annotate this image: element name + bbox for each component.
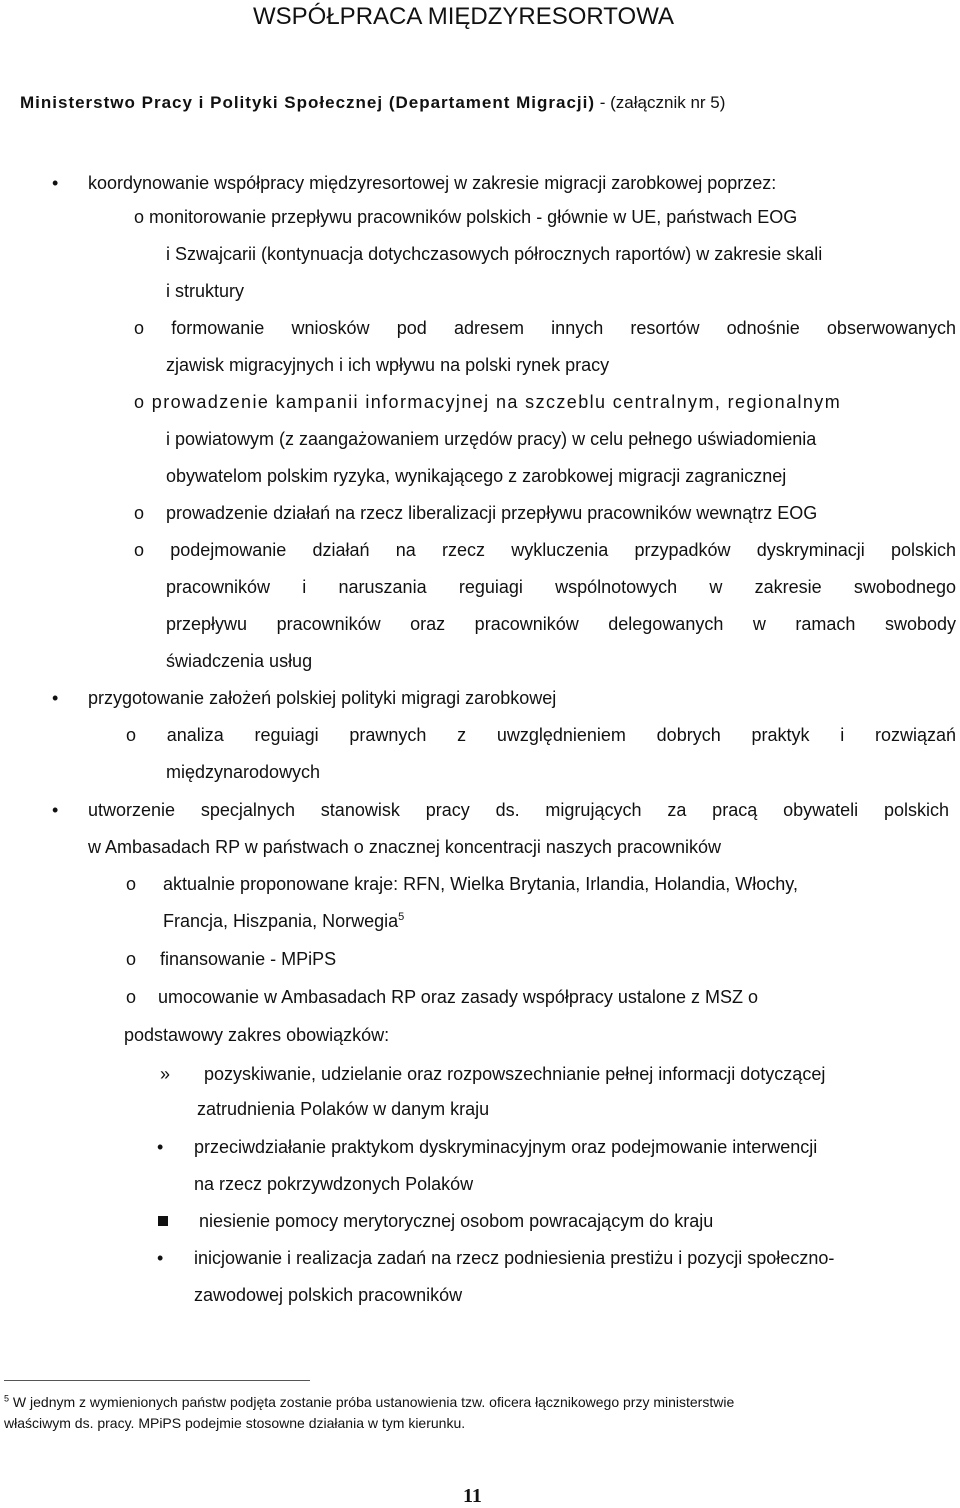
bullet-dot: • [52, 173, 59, 193]
duty-marker-arrow: » [160, 1064, 171, 1084]
item-monitoring-line2: i Szwajcarii (kontynuacja dotychczasowych półrocznych raportów) w zakresie skali [166, 244, 823, 264]
bullet-positions-line2: w Ambasadach RP w państwach o znacznej koncentracji naszych pracowników [88, 837, 721, 857]
footnote-text-1: W jednym z wymienionych państw podjęta zostanie próba ustanowienia tzw. oficera łącznikowego przy ministerstwie [12, 1394, 735, 1410]
item-monitoring-line3: i struktury [166, 281, 245, 301]
duty-assistance: niesienie pomocy merytorycznej osobom powracającym do kraju [199, 1211, 714, 1231]
item-monitoring-line1: o monitorowanie przepływu pracowników polskich - głównie w UE, państwach EOG [134, 207, 798, 227]
item-analysis-line1: o analiza reguiagi prawnych z uwzględnieniem dobrych praktyk i rozwiązań [126, 725, 956, 745]
page-title: WSPÓŁPRACA MIĘDZYRESORTOWA [253, 3, 674, 30]
bullet-dot: • [52, 800, 59, 820]
duty-prestige-line1: inicjowanie i realizacja zadań na rzecz podniesienia prestiżu i pozycji społeczno- [194, 1248, 835, 1268]
item-countries-line2 [163, 910, 404, 932]
subtitle-annex: - (załącznik nr 5) [595, 93, 726, 112]
item-liberalization-marker: o [134, 503, 145, 523]
item-countries-line1: aktualnie proponowane kraje: RFN, Wielka Brytania, Irlandia, Holandia, Włochy, [163, 874, 798, 894]
duty-intervention-line1: przeciwdziałanie praktykom dyskryminacyjnym oraz podejmowanie interwencji [194, 1137, 818, 1157]
item-discrimination-line3: przepływu pracowników oraz pracowników delegowanych w ramach swobody [166, 614, 956, 634]
bullet-coordination: koordynowanie współpracy międzyresortowej w zakresie migracji zarobkowej poprzez: [88, 173, 777, 193]
item-analysis-line2: międzynarodowych [166, 762, 321, 782]
item-discrimination-line2: pracowników i naruszania reguiagi wspólnotowych w zakresie swobodnego [166, 577, 956, 597]
duty-square-bullet [158, 1216, 168, 1226]
scope-label: podstawowy zakres obowiązków: [124, 1025, 390, 1045]
bullet-positions-line1: utworzenie specjalnych stanowisk pracy ds. migrujących za pracą obywateli polskich [88, 800, 949, 820]
item-liberalization: prowadzenie działań na rzecz liberalizacji przepływu pracowników wewnątrz EOG [166, 503, 818, 523]
item-campaign-line2: i powiatowym (z zaangażowaniem urzędów pracy) w celu pełnego uświadomienia [166, 429, 817, 449]
footnote-line1 [4, 1393, 734, 1411]
countries-text: Francja, Hiszpania, Norwegia [163, 911, 399, 931]
item-conclusions-line2: zjawisk migracyjnych i ich wpływu na polski rynek pracy [166, 355, 610, 375]
bullet-dot: • [52, 688, 59, 708]
item-discrimination-line1: o podejmowanie działań na rzecz wykluczenia przypadków dyskryminacji polskich [134, 540, 956, 560]
footnote-line2: właściwym ds. pracy. MPiPS podejmie stosowne działania w tym kierunku. [4, 1415, 466, 1431]
item-financing-marker: o [126, 949, 137, 969]
duty-bullet-dot: • [157, 1248, 164, 1268]
item-mandate: umocowanie w Ambasadach RP oraz zasady współpracy ustalone z MSZ o [158, 987, 758, 1007]
duty-prestige-line2: zawodowej polskich pracowników [194, 1285, 463, 1305]
footnote-rule [4, 1380, 310, 1381]
subtitle-ministry: Ministerstwo Pracy i Polityki Społecznej (Departament Migracji) [20, 93, 596, 112]
duty-information-line1: pozyskiwanie, udzielanie oraz rozpowszechnianie pełnej informacji dotyczącej [204, 1064, 826, 1084]
item-campaign-line1: o prowadzenie kampanii informacyjnej na szczeblu centralnym, regionalnym [134, 392, 842, 412]
item-financing: finansowanie - MPiPS [160, 949, 337, 969]
page-number: 11 [463, 1485, 482, 1507]
item-campaign-line3: obywatelom polskim ryzyka, wynikającego z zarobkowej migracji zagranicznej [166, 466, 787, 486]
bullet-policy: przygotowanie założeń polskiej polityki migragi zarobkowej [88, 688, 557, 708]
duty-information-line2: zatrudnienia Polaków w danym kraju [197, 1099, 490, 1119]
item-discrimination-line4: świadczenia usług [166, 651, 313, 671]
item-mandate-marker: o [126, 987, 137, 1007]
subtitle [20, 92, 725, 114]
item-countries-marker: o [126, 874, 137, 894]
duty-bullet-dot: • [157, 1137, 164, 1157]
footnote-ref: 5 [398, 911, 405, 923]
item-conclusions-line1: o formowanie wniosków pod adresem innych resortów odnośnie obserwowanych [134, 318, 956, 338]
footnote-number: 5 [4, 1393, 10, 1404]
duty-intervention-line2: na rzecz pokrzywdzonych Polaków [194, 1174, 474, 1194]
